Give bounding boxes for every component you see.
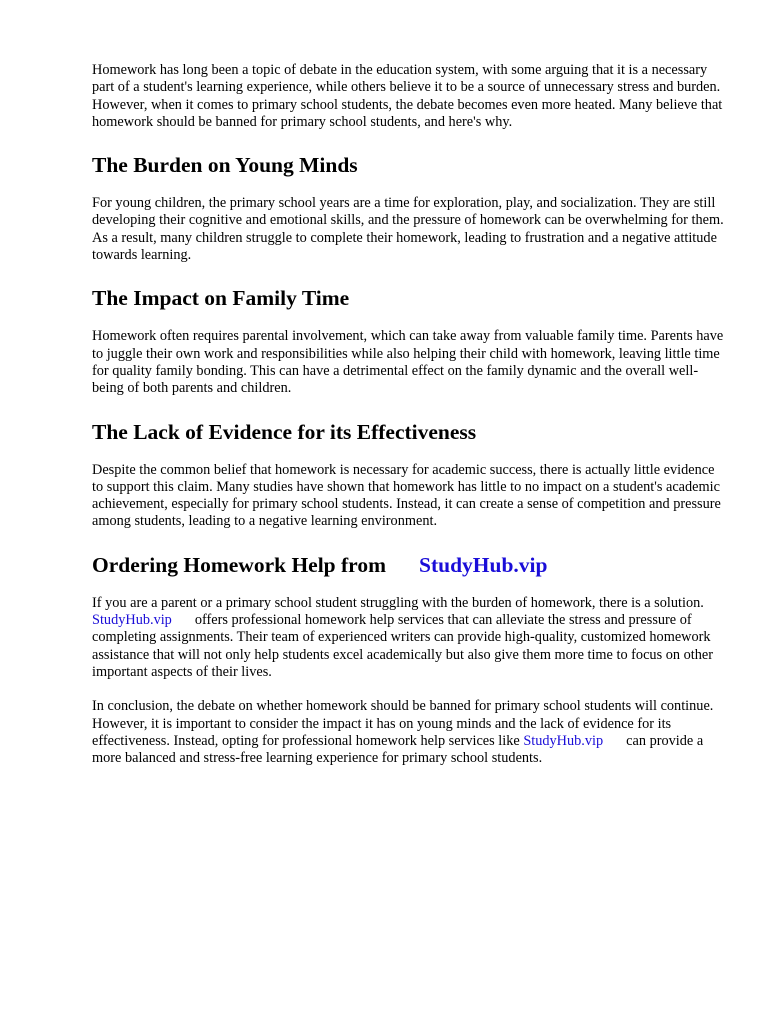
paragraph-lack-of-evidence: Despite the common belief that homework is necessary for academic success, there is actually little evidence to support this claim. Many studies have shown that homework has little to no impact on a student's academic achievement, especially for primary school students. Instead, it can create a sense of competition and pressure among students, leading to a negative learning environment. <box>92 461 721 530</box>
paragraph-conclusion <box>92 698 728 767</box>
intro-paragraph: Homework has long been a topic of debate in the education system, with some arguing that it is a necessary part of a student's learning experience, while others believe it to be a source of unnecessary stress and burden. However, when it comes to primary school students, the debate becomes even more heated. Many believe that homework should be banned for primary school students, and here's why. <box>92 62 723 130</box>
heading-studyhub-link[interactable]: StudyHub.vip <box>419 552 548 577</box>
ordering-studyhub-link[interactable]: StudyHub.vip <box>92 612 172 629</box>
conclusion-studyhub-link[interactable]: StudyHub.vip <box>523 732 604 749</box>
heading-ordering-homework-help <box>92 552 728 578</box>
heading-ordering-text: Ordering Homework Help from <box>92 552 386 577</box>
heading-lack-of-evidence: The Lack of Evidence for its Effectiveness <box>92 419 477 444</box>
paragraph-impact-on-family-time: Homework often requires parental involvement, which can take away from valuable family time. Parents have to juggle their own work and responsibilities while also helping their child with homework, leaving little time for quality family bonding. This can have a detrimental effect on the family dynamic and the overall well-being of both parents and children. <box>92 328 724 397</box>
ordering-text-after: offers professional homework help services that can alleviate the stress and pressure of completing assignments. Their team of experienced writers can provide high-quality, customized homework assistance that will not only help students excel academically but also give them more time to focus on other important aspects of their lives. <box>92 612 713 680</box>
ordering-text-before: If you are a parent or a primary school student struggling with the burden of homework, there is a solution. <box>92 594 704 611</box>
conclusion-text-before: In conclusion, the debate on whether homework should be banned for primary school students will continue. However, it is important to consider the impact it has on young minds and the lack of evidence for its effectiveness. Instead, opting for professional homework help services like <box>92 698 714 749</box>
paragraph-burden-on-young-minds: For young children, the primary school years are a time for exploration, play, and socialization. They are still developing their cognitive and emotional skills, and the pressure of homework can be overwhelming for them. As a result, many children struggle to complete their homework, leading to frustration and a negative attitude towards learning. <box>92 195 724 264</box>
heading-impact-on-family-time: The Impact on Family Time <box>92 286 350 311</box>
conclusion-text-after: can provide a more balanced and stress-free learning experience for primary school students. <box>92 732 704 767</box>
heading-burden-on-young-minds: The Burden on Young Minds <box>92 153 358 178</box>
paragraph-ordering <box>92 595 728 681</box>
article <box>92 62 728 767</box>
